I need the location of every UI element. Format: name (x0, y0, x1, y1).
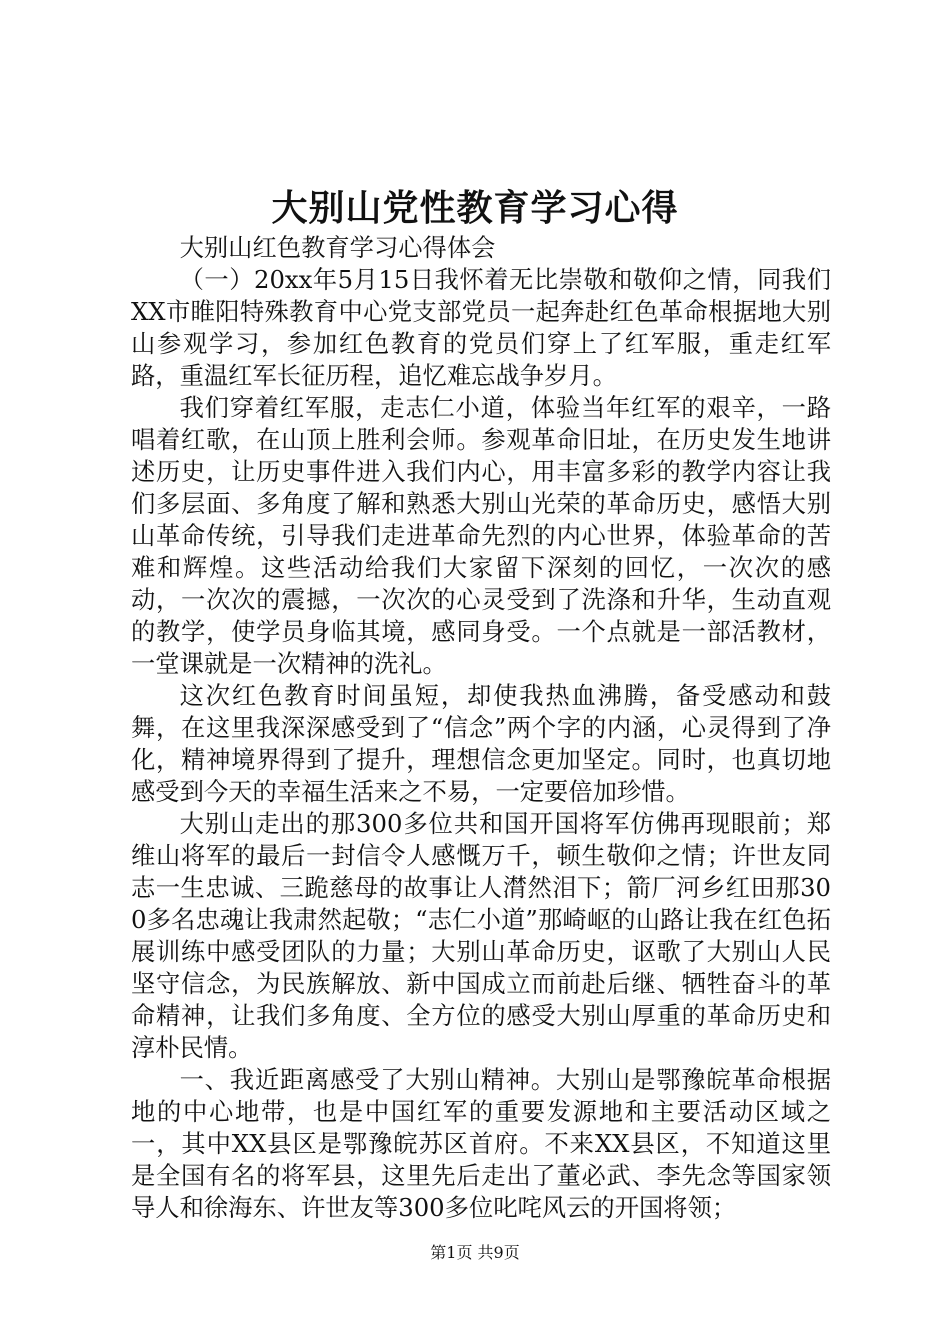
body-paragraph-4: 大别山走出的那300多位共和国开国将军仿佛再现眼前；郑维山将军的最后一封信令人感慨万千，顿生敬仰之情；许世友同志一生忠诚、三跪慈母的故事让人潸然泪下；箭厂河乡红田那300多名忠魂让我肃然起敬；“志仁小道”那崎岖的山路让我在红色拓展训练中感受团队的力量；大别山革命历史，讴歌了大别山人民坚守信念，为民族解放、新中国成立而前赴后继、牺牲奋斗的革命精神，让我们多角度、全方位的感受大别山厚重的革命历史和淳朴民情。 (131, 809, 831, 1062)
document-body (131, 232, 831, 1224)
page-number-footer: 第1页 共9页 (430, 1243, 520, 1262)
body-paragraph-5: 一、我近距离感受了大别山精神。大别山是鄂豫皖革命根据地的中心地带，也是中国红军的重要发源地和主要活动区域之一，其中XX县区是鄂豫皖苏区首府。不来XX县区，不知道这里是全国有名的将军县，这里先后走出了董必武、李先念等国家领导人和徐海东、许世友等300多位叱咤风云的开国将领； (131, 1065, 831, 1222)
body-paragraph-3: 这次红色教育时间虽短，却使我热血沸腾，备受感动和鼓舞，在这里我深深感受到了“信念”两个字的内涵，心灵得到了净化，精神境界得到了提升，理想信念更加坚定。同时，也真切地感受到今天的幸福生活来之不易，一定要倍加珍惜。 (131, 681, 831, 806)
subtitle-paragraph: 大别山红色教育学习心得体会 (179, 233, 496, 262)
body-paragraph-2: 我们穿着红军服，走志仁小道，体验当年红军的艰辛，一路唱着红歌，在山顶上胜利会师。参观革命旧址，在历史发生地讲述历史，让历史事件进入我们内心，用丰富多彩的教学内容让我们多层面、多角度了解和熟悉大别山光荣的革命历史，感悟大别山革命传统，引导我们走进革命先烈的内心世界，体验革命的苦难和辉煌。这些活动给我们大家留下深刻的回忆，一次次的感动，一次次的震撼，一次次的心灵受到了洗涤和升华，生动直观的教学，使学员身临其境，感同身受。一个点就是一部活教材，一堂课就是一次精神的洗礼。 (131, 393, 831, 678)
body-paragraph-1: （一）20xx年5月15日我怀着无比崇敬和敬仰之情，同我们XX市睢阳特殊教育中心党支部党员一起奔赴红色革命根据地大别山参观学习，参加红色教育的党员们穿上了红军服，重走红军路，重温红军长征历程，追忆难忘战争岁月。 (131, 265, 831, 390)
document-title: 大别山党性教育学习心得 (271, 187, 679, 229)
